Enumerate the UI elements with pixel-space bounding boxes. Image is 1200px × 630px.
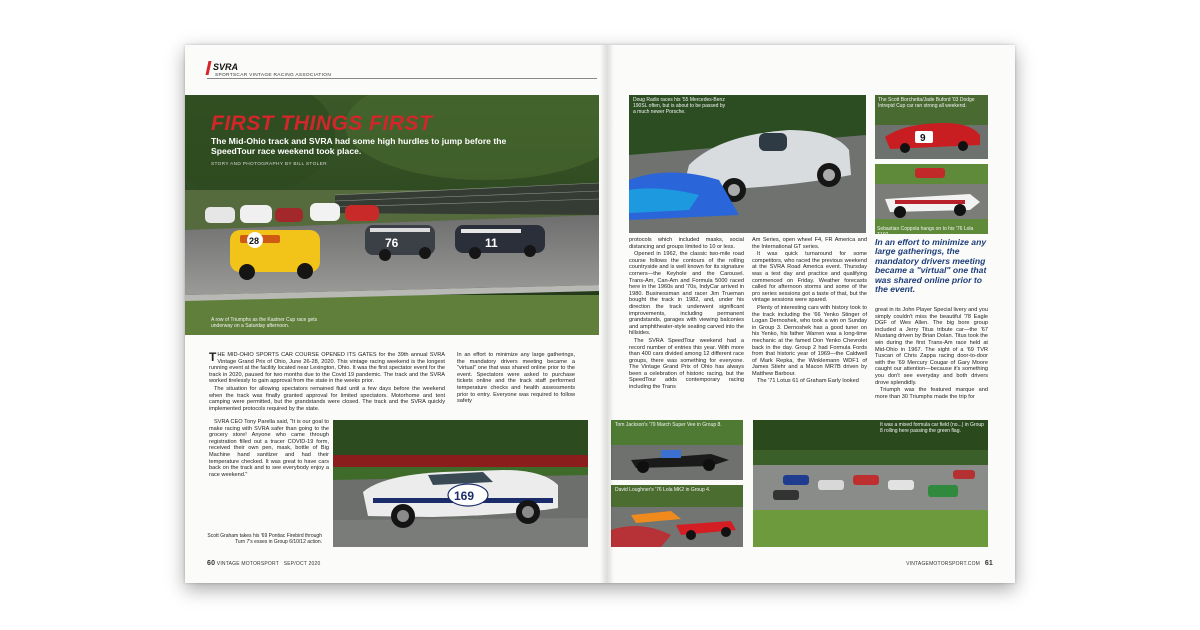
article-title: FIRST THINGS FIRST xyxy=(211,112,433,135)
paragraph: Opened in 1962, the classic two-mile road course follows the contours of the rolling countryside and is well known for its signature corners—the Keyhole and the Carousel. Trans-Am, Can-Am and Formula 5000 raced here in the 1960s and '70s, IndyCar arrived in 1980. Businessman and racer Jim Trueman bought the track in 1982, and, under his direction the track underwent significant improvements, including permanent grandstands, garages with viewing balconies and amphitheater-style seating carved into the hillsides. xyxy=(629,251,744,337)
paragraph: In an effort to minimize any large gatherings, the mandatory drivers meeting became a "virtual" one that was shared online prior to the event. Spectators were asked to purchase tickets online and the track staff performed temperature checks and health assessments prior to entry. Everyone was required to follow safety xyxy=(457,352,575,405)
spine-shadow xyxy=(600,45,614,583)
svg-text:11: 11 xyxy=(485,236,498,250)
formula-car-photo xyxy=(611,420,743,480)
formula-car-caption: Tom Jackson's '79 March Super Vee in Group 8. xyxy=(615,422,722,428)
body-column-4 xyxy=(752,237,867,386)
magazine-spread xyxy=(185,45,1015,583)
indycar-caption: Sebastian Coppola hangs on to his '76 Lola T192. xyxy=(877,226,974,238)
paragraph: It was quick turnaround for some competitors, who raced the previous weekend at the SVRA Road America event. Thursday was a test day and practice and qualifying commenced on Friday. Weather forecasts called for afternoon storms and some of the pro series sessions got a taste of that, but the vintage sessions were spared. xyxy=(752,251,867,304)
hero-caption: A row of Triumphs as the Kastner Cup race gets underway on a Saturday afternoon. xyxy=(211,317,318,329)
svg-text:28: 28 xyxy=(249,236,260,246)
drop-cap: T xyxy=(209,350,217,364)
header-tagline: SPORTSCAR VINTAGE RACING ASSOCIATION xyxy=(215,73,332,78)
body-column-5 xyxy=(875,307,988,401)
article-dek: The Mid-Ohio track and SVRA had some high hurdles to jump before the SpeedTour race weekend took place. xyxy=(211,136,507,156)
page-number-left: 60 xyxy=(207,560,216,567)
firebird-caption: Scott Graham takes his '69 Pontiac Firebird through Turn 7's esses in Group 6/10/12 action. xyxy=(207,533,322,545)
footer-magazine: VINTAGE MOTORSPORT xyxy=(216,561,279,567)
svg-text:169: 169 xyxy=(454,489,475,503)
paragraph: Triumph was the featured marque and more than 30 Triumphs made the trip for xyxy=(875,387,988,400)
paragraph: Am Series, open wheel F4, FR America and the International GT series. xyxy=(752,237,867,250)
paragraph: The SVRA SpeedTour weekend had a record number of entries this year. With more than 400 cars divided among 12 different race groups, there was something for everyone. The Vintage Grand Prix of Ohio has always been a celebration of historic racing, but the SpeedTour adds contemporary racing including the Trans xyxy=(629,337,744,391)
footer-issue: SEP/OCT 2020 xyxy=(283,561,321,567)
formula-field-caption: It was a mixed formula car field (no...) in Group 8 rolling here passing the green flag. xyxy=(880,422,984,434)
footer-right xyxy=(906,560,993,567)
lead-text: HE MID-OHIO SPORTS CAR COURSE OPENED ITS GATES for the 39th annual SVRA Vintage Grand Prix of Ohio, June 26-28, 2020. This vintage racing weekend is the longest running event at the facility located near Lexington, Ohio. It was the first spectator event for the track in 2020, paused for two months due to the Covid 19 pandemic. The track and the SVRA worked tirelessly to gain approval from the state in the weeks prior. xyxy=(209,352,445,385)
footer-left xyxy=(207,560,320,567)
header-rule xyxy=(207,78,597,79)
body-column-1-bottom xyxy=(209,419,329,479)
mercedes-photo xyxy=(629,95,866,233)
paragraph: Plenty of interesting cars with history took to the track including the '66 Yenko Stinger of Logan Dernoshek, who took a win on Sunday in Group 3. Dernoshek has a good tuner on his Yenko, his father Warren was a long-time mechanic at the famed Don Yenko Chevrolet back in the day. Group 2 had Formula Fords from that historic year of 1969—the Caldwell of Mark Repka, the Winklemann WDF1 of James Stiehr and a Macon MR7B driven by Matthew Barbour. xyxy=(752,304,867,377)
footer-website: VINTAGEMOTORSPORT.COM xyxy=(906,561,981,567)
paragraph: The '71 Lotus 61 of Graham Early looked xyxy=(757,378,859,385)
pull-quote: In an effort to minimize any large gatherings, the mandatory drivers meeting became a "virtual" one that was shared online prior to the event. xyxy=(875,237,987,295)
formula-field-photo xyxy=(753,420,988,547)
body-column-1-top xyxy=(209,352,445,413)
article-byline: STORY AND PHOTOGRAPHY BY BILL STOLER xyxy=(211,162,327,167)
indycar-photo xyxy=(875,164,988,234)
lead-paragraph xyxy=(209,352,445,385)
sports-racers-photo xyxy=(611,485,743,547)
firebird-photo xyxy=(333,420,588,547)
mercedes-caption: Doug Radix races his '55 Mercedes-Benz 190SL often, but is about to be passed by a much newer Porsche. xyxy=(633,97,726,115)
svg-text:76: 76 xyxy=(385,236,399,250)
sports-racers-caption: David Loughner's '76 Lola MK2 in Group 4. xyxy=(615,487,711,493)
svra-logo-text: SVRA xyxy=(213,62,239,72)
paragraph: protocols which included masks, social distancing and groups limited to 10 or less. xyxy=(629,237,744,250)
paragraph: great in its John Player Special livery and you simply couldn't miss the beautiful '78 Eagle DGF of Wes Allen. The big bore group included a Jerry Titus tribute car—the '67 Mustang driven by Brian Dolan. Titus took the win during the first Trans-Am race held at Mid-Ohio in 1967. The sight of a '69 TVR Tuscan of Chris Zappa racing door-to-door with the '69 Mercury Cougar of Gary Moore caught our attention—because it's something you don't see everyday and both drivers drove splendidly. xyxy=(875,307,988,386)
body-column-3 xyxy=(629,237,744,392)
paragraph: SVRA CEO Tony Parella said, "It is our goal to make racing with SVRA safer than going to the grocery store! Anyone who came through registration filled out a tracer COVID-19 form, received their own pen, mask, bottle of Big Machine hand sanitizer and had their temperature checked. It was great to have cars back on the track and to see everybody enjoy a race weekend." xyxy=(209,419,329,478)
page-number-right: 61 xyxy=(984,560,993,567)
body-column-2 xyxy=(457,352,575,406)
dodge-caption: The Scott Borchetta/Jade Buford '03 Dodge Intrepid Cup car ran strong all weekend. xyxy=(878,97,975,109)
svg-text:9: 9 xyxy=(920,133,926,144)
paragraph: The situation for allowing spectators remained fluid until a few days before the weekend when the track was finally granted approval for limited spectators. Motorhome and tent camping were permitted, but the grandstands were closed. The track and the SVRA quickly implemented protocols required by the state. xyxy=(209,385,445,412)
